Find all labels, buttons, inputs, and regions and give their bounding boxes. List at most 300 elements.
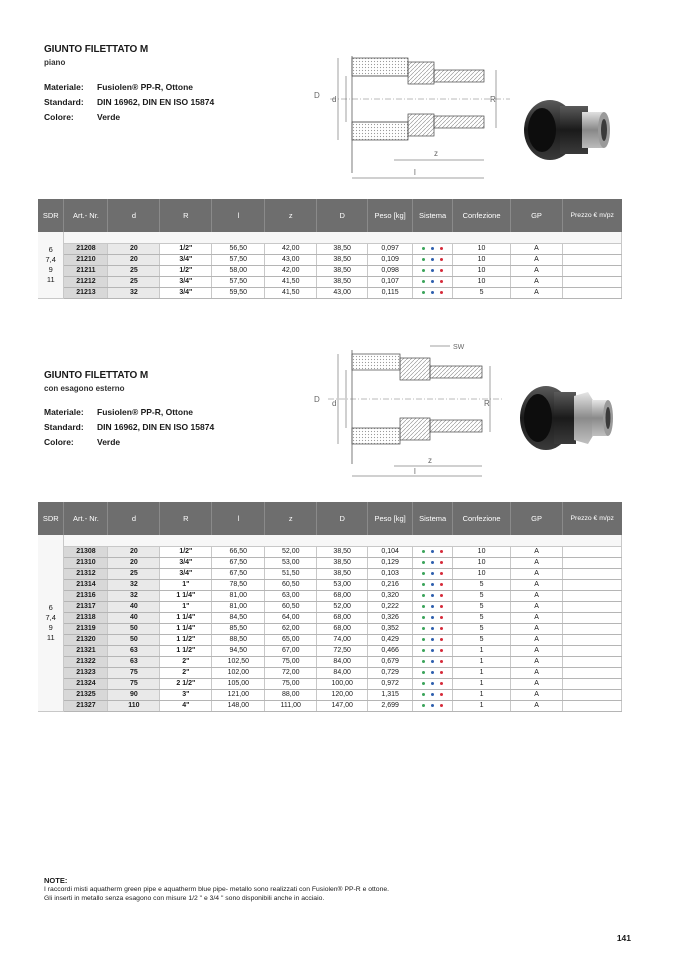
l-cell: 94,50 xyxy=(212,645,265,656)
prop-label: Standard: xyxy=(44,97,84,107)
blue-system-dot-icon xyxy=(431,280,434,283)
price-cell xyxy=(563,601,622,612)
z-cell: 43,00 xyxy=(265,254,317,265)
gp-cell: A xyxy=(511,656,563,667)
system-cell xyxy=(413,568,453,579)
page-number: 141 xyxy=(616,933,631,943)
prop-value: Verde xyxy=(97,112,121,122)
green-system-dot-icon xyxy=(422,258,425,261)
package-cell: 5 xyxy=(453,634,511,645)
system-cell xyxy=(413,287,453,298)
r-cell: 2" xyxy=(160,667,212,678)
green-system-dot-icon xyxy=(422,583,425,586)
red-system-dot-icon xyxy=(440,550,443,553)
col-header: z xyxy=(265,502,317,535)
green-system-dot-icon xyxy=(422,660,425,663)
weight-cell: 0,216 xyxy=(368,579,413,590)
col-header: l xyxy=(212,502,265,535)
red-system-dot-icon xyxy=(440,660,443,663)
red-system-dot-icon xyxy=(440,704,443,707)
weight-cell: 0,320 xyxy=(368,590,413,601)
system-cell xyxy=(413,656,453,667)
r-cell: 1 1/4" xyxy=(160,590,212,601)
D-cell: 84,00 xyxy=(317,667,368,678)
system-cell xyxy=(413,579,453,590)
dim-z-label: z xyxy=(428,456,432,465)
green-system-dot-icon xyxy=(422,616,425,619)
prop-value: DIN 16962, DIN EN ISO 15874 xyxy=(97,97,215,107)
l-cell: 85,50 xyxy=(212,623,265,634)
gp-cell: A xyxy=(511,243,563,254)
table-row xyxy=(38,287,622,298)
price-cell xyxy=(563,568,622,579)
package-cell: 10 xyxy=(453,568,511,579)
table-row xyxy=(38,656,622,667)
col-header: l xyxy=(212,199,265,232)
col-header: d xyxy=(108,199,160,232)
art-nr-cell: 21327 xyxy=(64,700,108,711)
z-cell: 64,00 xyxy=(265,612,317,623)
z-cell: 53,00 xyxy=(265,557,317,568)
dim-l-label: l xyxy=(414,168,416,177)
price-cell xyxy=(563,689,622,700)
d-cell: 32 xyxy=(108,590,160,601)
d-cell: 20 xyxy=(108,243,160,254)
dim-l-label: l xyxy=(414,467,416,476)
sdr-value: 6 xyxy=(48,244,53,254)
table-spacer-row xyxy=(38,535,622,546)
blue-system-dot-icon xyxy=(431,561,434,564)
l-cell: 102,00 xyxy=(212,667,265,678)
weight-cell: 0,109 xyxy=(368,254,413,265)
col-header: SDR xyxy=(38,199,64,232)
D-cell: 74,00 xyxy=(317,634,368,645)
l-cell: 88,50 xyxy=(212,634,265,645)
green-system-dot-icon xyxy=(422,704,425,707)
price-cell xyxy=(563,590,622,601)
table-header xyxy=(38,199,622,232)
package-cell: 1 xyxy=(453,689,511,700)
price-cell xyxy=(563,623,622,634)
art-nr-cell: 21316 xyxy=(64,590,108,601)
table-row xyxy=(38,276,622,287)
price-cell xyxy=(563,634,622,645)
z-cell: 41,50 xyxy=(265,276,317,287)
prop-value: Verde xyxy=(97,437,121,447)
sdr-value: 7,4 xyxy=(45,254,56,264)
art-nr-cell: 21322 xyxy=(64,656,108,667)
table-spacer-row xyxy=(38,232,622,243)
table-row xyxy=(38,667,622,678)
blue-system-dot-icon xyxy=(431,258,434,261)
table-header xyxy=(38,502,622,535)
d-cell: 110 xyxy=(108,700,160,711)
red-system-dot-icon xyxy=(440,247,443,250)
gp-cell: A xyxy=(511,276,563,287)
dim-R-label: R xyxy=(490,95,496,104)
art-nr-cell: 21213 xyxy=(64,287,108,298)
l-cell: 78,50 xyxy=(212,579,265,590)
art-nr-cell: 21210 xyxy=(64,254,108,265)
weight-cell: 0,097 xyxy=(368,243,413,254)
package-cell: 5 xyxy=(453,287,511,298)
green-system-dot-icon xyxy=(422,280,425,283)
z-cell: 52,00 xyxy=(265,546,317,557)
l-cell: 57,50 xyxy=(212,276,265,287)
section1-properties xyxy=(44,80,214,125)
l-cell: 105,00 xyxy=(212,678,265,689)
package-cell: 10 xyxy=(453,254,511,265)
package-cell: 10 xyxy=(453,546,511,557)
section1-product-photo xyxy=(520,98,616,164)
system-cell xyxy=(413,623,453,634)
prop-value: Fusiolen® PP-R, Ottone xyxy=(97,407,193,417)
notes xyxy=(44,876,389,903)
price-cell xyxy=(562,276,621,287)
gp-cell: A xyxy=(511,645,563,656)
z-cell: 63,00 xyxy=(265,590,317,601)
r-cell: 3" xyxy=(160,689,212,700)
red-system-dot-icon xyxy=(440,561,443,564)
r-cell: 2" xyxy=(160,656,212,667)
dim-sw-label: SW xyxy=(453,344,465,351)
col-header: R xyxy=(160,502,212,535)
table-row xyxy=(38,623,622,634)
green-system-dot-icon xyxy=(422,671,425,674)
blue-system-dot-icon xyxy=(431,649,434,652)
col-header: d xyxy=(108,502,160,535)
red-system-dot-icon xyxy=(440,258,443,261)
blue-system-dot-icon xyxy=(431,704,434,707)
col-header: Confezione xyxy=(453,502,511,535)
weight-cell: 0,115 xyxy=(368,287,413,298)
section2-title: GIUNTO FILETTATO M xyxy=(44,370,149,381)
sdr-cell xyxy=(38,232,64,298)
price-cell xyxy=(563,667,622,678)
red-system-dot-icon xyxy=(440,594,443,597)
green-system-dot-icon xyxy=(422,693,425,696)
l-cell: 67,50 xyxy=(212,557,265,568)
section2-properties xyxy=(44,405,214,450)
blue-system-dot-icon xyxy=(431,693,434,696)
price-cell xyxy=(563,678,622,689)
l-cell: 81,00 xyxy=(212,601,265,612)
r-cell: 1" xyxy=(160,579,212,590)
art-nr-cell: 21325 xyxy=(64,689,108,700)
r-cell: 1" xyxy=(160,601,212,612)
art-nr-cell: 21321 xyxy=(64,645,108,656)
dim-d-label: d xyxy=(332,399,337,408)
z-cell: 60,50 xyxy=(265,579,317,590)
l-cell: 56,50 xyxy=(212,243,265,254)
D-cell: 52,00 xyxy=(317,601,368,612)
system-cell xyxy=(413,700,453,711)
prop-label: Standard: xyxy=(44,422,84,432)
d-cell: 32 xyxy=(108,579,160,590)
gp-cell: A xyxy=(511,546,563,557)
red-system-dot-icon xyxy=(440,627,443,630)
table-row xyxy=(38,579,622,590)
blue-system-dot-icon xyxy=(431,638,434,641)
D-cell: 120,00 xyxy=(317,689,368,700)
z-cell: 51,50 xyxy=(265,568,317,579)
weight-cell: 0,972 xyxy=(368,678,413,689)
r-cell: 1/2" xyxy=(160,265,212,276)
table-row xyxy=(38,590,622,601)
weight-cell: 0,103 xyxy=(368,568,413,579)
z-cell: 67,00 xyxy=(265,645,317,656)
sdr-value: 6 xyxy=(48,602,53,612)
green-system-dot-icon xyxy=(422,605,425,608)
package-cell: 1 xyxy=(453,656,511,667)
z-cell: 42,00 xyxy=(265,243,317,254)
prop-label: Materiale: xyxy=(44,82,84,92)
green-system-dot-icon xyxy=(422,594,425,597)
package-cell: 10 xyxy=(453,557,511,568)
weight-cell: 2,699 xyxy=(368,700,413,711)
section2-subtitle: con esagono esterno xyxy=(44,384,125,393)
r-cell: 1 1/2" xyxy=(160,634,212,645)
blue-system-dot-icon xyxy=(431,572,434,575)
price-cell xyxy=(562,254,621,265)
prop-value: Fusiolen® PP-R, Ottone xyxy=(97,82,193,92)
green-system-dot-icon xyxy=(422,291,425,294)
r-cell: 3/4" xyxy=(160,287,212,298)
D-cell: 84,00 xyxy=(317,656,368,667)
table-row xyxy=(38,546,622,557)
art-nr-cell: 21324 xyxy=(64,678,108,689)
D-cell: 38,50 xyxy=(317,557,368,568)
red-system-dot-icon xyxy=(440,682,443,685)
green-system-dot-icon xyxy=(422,247,425,250)
col-header: Prezzo € m/pz xyxy=(563,502,622,535)
package-cell: 1 xyxy=(453,667,511,678)
dim-z-label: z xyxy=(434,149,438,158)
table-row xyxy=(38,645,622,656)
dim-R-label: R xyxy=(484,399,490,408)
col-header: GP xyxy=(511,502,563,535)
z-cell: 72,00 xyxy=(265,667,317,678)
d-cell: 20 xyxy=(108,254,160,265)
D-cell: 53,00 xyxy=(317,579,368,590)
art-nr-cell: 21211 xyxy=(64,265,108,276)
package-cell: 5 xyxy=(453,579,511,590)
price-cell xyxy=(563,656,622,667)
D-cell: 38,50 xyxy=(317,568,368,579)
blue-system-dot-icon xyxy=(431,660,434,663)
price-cell xyxy=(563,612,622,623)
col-header: D xyxy=(317,502,368,535)
gp-cell: A xyxy=(511,700,563,711)
art-nr-cell: 21310 xyxy=(64,557,108,568)
table-row xyxy=(38,634,622,645)
red-system-dot-icon xyxy=(440,638,443,641)
d-cell: 25 xyxy=(108,568,160,579)
price-cell xyxy=(562,287,621,298)
col-header: GP xyxy=(511,199,563,232)
weight-cell: 0,352 xyxy=(368,623,413,634)
d-cell: 40 xyxy=(108,601,160,612)
system-cell xyxy=(413,254,453,265)
package-cell: 10 xyxy=(453,276,511,287)
D-cell: 38,50 xyxy=(317,254,368,265)
gp-cell: A xyxy=(511,557,563,568)
prop-label: Colore: xyxy=(44,437,74,447)
gp-cell: A xyxy=(511,590,563,601)
r-cell: 1 1/4" xyxy=(160,612,212,623)
gp-cell: A xyxy=(511,287,563,298)
red-system-dot-icon xyxy=(440,291,443,294)
D-cell: 68,00 xyxy=(317,623,368,634)
z-cell: 75,00 xyxy=(265,678,317,689)
d-cell: 40 xyxy=(108,612,160,623)
price-cell xyxy=(563,700,622,711)
red-system-dot-icon xyxy=(440,583,443,586)
red-system-dot-icon xyxy=(440,280,443,283)
blue-system-dot-icon xyxy=(431,682,434,685)
dim-D-label: D xyxy=(314,395,320,404)
system-cell xyxy=(413,243,453,254)
gp-cell: A xyxy=(511,634,563,645)
art-nr-cell: 21208 xyxy=(64,243,108,254)
blue-system-dot-icon xyxy=(431,605,434,608)
d-cell: 75 xyxy=(108,678,160,689)
weight-cell: 0,222 xyxy=(368,601,413,612)
red-system-dot-icon xyxy=(440,649,443,652)
table-row xyxy=(38,612,622,623)
weight-cell: 0,104 xyxy=(368,546,413,557)
blue-system-dot-icon xyxy=(431,627,434,630)
art-nr-cell: 21317 xyxy=(64,601,108,612)
price-cell xyxy=(563,645,622,656)
col-header: SDR xyxy=(38,502,64,535)
system-cell xyxy=(413,546,453,557)
table-row xyxy=(38,689,622,700)
art-nr-cell: 21320 xyxy=(64,634,108,645)
art-nr-cell: 21314 xyxy=(64,579,108,590)
gp-cell: A xyxy=(511,623,563,634)
table1 xyxy=(38,199,622,299)
d-cell: 63 xyxy=(108,645,160,656)
d-cell: 32 xyxy=(108,287,160,298)
D-cell: 68,00 xyxy=(317,590,368,601)
art-nr-cell: 21318 xyxy=(64,612,108,623)
art-nr-cell: 21323 xyxy=(64,667,108,678)
z-cell: 41,50 xyxy=(265,287,317,298)
blue-system-dot-icon xyxy=(431,583,434,586)
col-header: Peso [kg] xyxy=(368,199,413,232)
weight-cell: 0,429 xyxy=(368,634,413,645)
art-nr-cell: 21308 xyxy=(64,546,108,557)
l-cell: 148,00 xyxy=(212,700,265,711)
l-cell: 58,00 xyxy=(212,265,265,276)
prop-label: Materiale: xyxy=(44,407,84,417)
weight-cell: 0,466 xyxy=(368,645,413,656)
gp-cell: A xyxy=(511,568,563,579)
package-cell: 1 xyxy=(453,678,511,689)
notes-line: I raccordi misti aquatherm green pipe e aquatherm blue pipe- metallo sono realizzati con Fusiolen® PP-R e ottone. xyxy=(44,886,390,893)
package-cell: 1 xyxy=(453,700,511,711)
table-row xyxy=(38,265,622,276)
z-cell: 111,00 xyxy=(265,700,317,711)
col-header: Prezzo € m/pz xyxy=(562,199,621,232)
table-row xyxy=(38,700,622,711)
r-cell: 1/2" xyxy=(160,243,212,254)
art-nr-cell: 21312 xyxy=(64,568,108,579)
col-header: Art.- Nr. xyxy=(64,502,108,535)
r-cell: 1 1/2" xyxy=(160,645,212,656)
z-cell: 62,00 xyxy=(265,623,317,634)
price-cell xyxy=(562,243,621,254)
package-cell: 5 xyxy=(453,590,511,601)
sdr-cell xyxy=(38,535,64,711)
green-system-dot-icon xyxy=(422,638,425,641)
weight-cell: 1,315 xyxy=(368,689,413,700)
blue-system-dot-icon xyxy=(431,247,434,250)
package-cell: 10 xyxy=(453,265,511,276)
d-cell: 90 xyxy=(108,689,160,700)
D-cell: 68,00 xyxy=(317,612,368,623)
section1-technical-drawing xyxy=(310,48,520,186)
d-cell: 20 xyxy=(108,557,160,568)
section2-technical-drawing xyxy=(310,340,510,482)
table-row xyxy=(38,557,622,568)
blue-system-dot-icon xyxy=(431,550,434,553)
r-cell: 1 1/4" xyxy=(160,623,212,634)
system-cell xyxy=(413,601,453,612)
system-cell xyxy=(413,557,453,568)
r-cell: 3/4" xyxy=(160,568,212,579)
package-cell: 1 xyxy=(453,645,511,656)
section1-subtitle: piano xyxy=(44,58,66,67)
weight-cell: 0,326 xyxy=(368,612,413,623)
weight-cell: 0,107 xyxy=(368,276,413,287)
D-cell: 147,00 xyxy=(317,700,368,711)
table-row xyxy=(38,678,622,689)
gp-cell: A xyxy=(511,579,563,590)
col-header: Confezione xyxy=(453,199,511,232)
price-cell xyxy=(563,557,622,568)
col-header: Art.- Nr. xyxy=(64,199,108,232)
green-system-dot-icon xyxy=(422,682,425,685)
table-row xyxy=(38,243,622,254)
system-cell xyxy=(413,678,453,689)
D-cell: 38,50 xyxy=(317,265,368,276)
section1-title: GIUNTO FILETTATO M xyxy=(44,44,149,55)
system-cell xyxy=(413,667,453,678)
l-cell: 59,50 xyxy=(212,287,265,298)
blue-system-dot-icon xyxy=(431,616,434,619)
D-cell: 72,50 xyxy=(317,645,368,656)
sdr-value: 11 xyxy=(46,274,55,284)
gp-cell: A xyxy=(511,612,563,623)
sdr-value: 9 xyxy=(48,622,53,632)
z-cell: 75,00 xyxy=(265,656,317,667)
prop-label: Colore: xyxy=(44,112,74,122)
gp-cell: A xyxy=(511,265,563,276)
r-cell: 3/4" xyxy=(160,254,212,265)
system-cell xyxy=(413,645,453,656)
price-cell xyxy=(563,546,622,557)
gp-cell: A xyxy=(511,601,563,612)
d-cell: 25 xyxy=(108,276,160,287)
green-system-dot-icon xyxy=(422,269,425,272)
red-system-dot-icon xyxy=(440,572,443,575)
table-row xyxy=(38,254,622,265)
red-system-dot-icon xyxy=(440,269,443,272)
col-header: D xyxy=(317,199,368,232)
d-cell: 63 xyxy=(108,656,160,667)
